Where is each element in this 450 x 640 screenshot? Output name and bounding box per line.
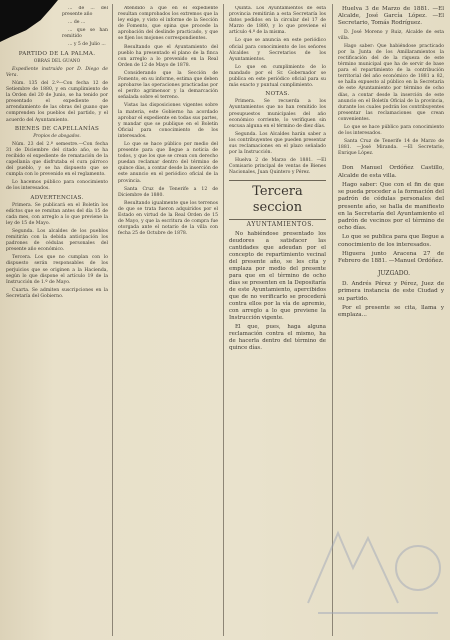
column-4 <box>338 6 444 634</box>
top-fragment: ... y 5 de Julio ... <box>68 42 106 48</box>
section-heading: AYUNTAMIENTOS. <box>246 221 315 229</box>
paragraph: El que, pues, haga alguna reclamación contra el mismo, ha de hacerla dentro del término de quince días. <box>229 323 326 351</box>
paragraph: D. José Moreno y Ruiz, Alcalde de esta villa. <box>338 29 444 41</box>
paragraph: Segunda. Los alcaldes de los pueblos remitirán con la debida anticipación los padrones de cédulas personales del presente año económico. <box>6 229 108 253</box>
paragraph: Primera. Se publicará en el Boletín los edictos que se remitan antes del día 15 de cada mes, con arreglo a lo que previene la ley de 15 de Mayo. <box>6 202 108 226</box>
paragraph: Expediente instruido por D. Diego de Vera. <box>6 66 108 78</box>
top-fragment: ... que se han remitido <box>62 28 108 40</box>
section-title: Tercera seccion <box>229 180 326 220</box>
paragraph: Segunda. Los Alcaldes harán saber a los contribuyentes que pueden presentar sus reclamaciones en el plazo señalado por la Instrucción. <box>229 131 326 156</box>
paragraph: Vistas las disposiciones vigentes sobre la materia, este Gobierno ha acordado aprobar el expediente en todas sus partes, y mandar que se publique en el Boletín Oficial para conocimiento de los interesados. <box>118 103 218 139</box>
paragraph: Considerando que la Sección de Fomento, en su informe, estima que deben aprobarse las operaciones practicadas por el perito agrimensor y la demarcación señalada sobre el terreno. <box>118 70 218 101</box>
column-rule <box>332 4 333 636</box>
column-1 <box>6 6 108 634</box>
paragraph: Lo que se hace público para conocimiento de los interesados. <box>338 125 444 137</box>
signature-line: Huelva 2 de Marzo de 1881. —El Comisario principal de ventas de Bienes Nacionales, Juan Quintero y Pérez. <box>229 158 326 176</box>
column-rule <box>112 4 113 636</box>
top-fragment: ... de ... del presente año <box>62 6 108 18</box>
section-heading: JUZGADO. <box>377 270 411 278</box>
section-subheading: OBRAS DEL GUANO <box>33 58 81 64</box>
signature-line: Huelva 3 de Marzo de 1881. —El Alcalde, José García López. —El Secretario, Tomás Rodríguez. <box>338 6 444 27</box>
paragraph: Tercera. Los que no cumplan con lo dispuesto serán responsables de los perjuicios que se originen a la Hacienda, según lo que dispone el artículo 19 de la Instrucción de 1.º de Mayo. <box>6 255 108 285</box>
paragraph: Lo que se publica para que llegue a conocimiento de los interesados. <box>338 234 444 248</box>
column-2 <box>118 6 218 634</box>
paragraph: Núm. 135 del 2.º—Con fecha 12 de Setiembre de 1880, y en cumplimiento de la Orden del 20 de Junio, se ha tenido por presentado el expediente de arrendamiento de las obras del guano que comprenden los pueblos del partido, y el acuerdo del Ayuntamiento. <box>6 80 108 123</box>
section-heading: BIENES DE CAPELLANÍAS <box>14 125 100 132</box>
paragraph: Lo que se hace público por medio del presente para que llegue a noticia de todos, y que los que se crean con derecho puedan reclamar dentro del término de quince días, a contar desde la inserción de este anuncio en el periódico oficial de la provincia. <box>118 141 218 184</box>
paragraph: Resultando igualmente que los terrenos de que se trata fueron adquiridos por el Estado en virtud de la Real Orden de 15 de Mayo, y que la escritura de compra fue otorgada ante el notario de la villa con fecha 25 de Octubre de 1878. <box>118 200 218 237</box>
paragraph: Núm. 23 del 2.º semestre.—Con fecha 31 de Diciembre del citado año, se ha recibido el expediente de rematación de la capellanía que disfrutaba el cura párroco del pueblo, y se ha dispuesto que se cumpla con lo prevenido en el reglamento. <box>6 141 108 178</box>
paragraph: Hago saber: Que habiéndose practicado por la Junta de los Amillaramientos la rectificación del de la riqueza de este término municipal que ha de servir de base para el repartimiento de la contribución territorial del año económico de 1881 a 82, se halla expuesto al público en la Secretaría de este Ayuntamiento por término de ocho días, a contar desde la inserción de este anuncio en el Boletín Oficial de la provincia, durante los cuales podrán los contribuyentes presentar las reclamaciones que crean convenientes. <box>338 43 444 122</box>
paragraph: Quinta. Los Ayuntamientos de esta provincia remitirán a esta Secretaría los datos pedidos en la circular del 17 de Marzo de 1880, y lo que previene el artículo 4.º de la misma. <box>229 6 326 36</box>
dateline: Santa Cruz de Tenerife a 12 de Diciembre de 1880. <box>118 186 218 198</box>
top-fragment: ... de ... <box>68 20 86 26</box>
paragraph: Hago saber: Que con el fin de que se pueda proceder a la formación del padrón de cédulas personales del presente año, se halla de manifiesto en la Secretaría del Ayuntamiento el padrón de vecinos por el término de ocho días. <box>338 181 444 232</box>
paragraph: Lo que se anuncia en este periódico oficial para conocimiento de los señores Alcaldes y Secretarios de los Ayuntamientos. <box>229 38 326 62</box>
signature-line: Higuera junto Aracena 27 de Febrero de 1881. —Manuel Ordóñez. <box>338 250 444 264</box>
section-heading: ADVERTENCIAS. <box>30 194 84 201</box>
paragraph: Atendido a que en el expediente resultan comprobados los extremos que la ley exige, y visto el informe de la Sección de Fomento, que opina que procede la aprobación del deslinde practicado, y que se fijen los mojones correspondientes. <box>118 6 218 42</box>
column-3 <box>229 6 326 634</box>
paragraph: Lo hacemos público para conocimiento de los interesados. <box>6 180 108 192</box>
signature-line: Santa Cruz de Tenerife 14 de Marzo de 1881. —José Miranda. —El Secretario, Enrique López. <box>338 139 444 157</box>
paragraph: Primera. Se recuerda a los Ayuntamientos que no han remitido los presupuestos municipales del año económico corriente, lo verifiquen sin excusa alguna en el término de diez días. <box>229 99 326 129</box>
section-heading: PARTIDO DE LA PALMA. <box>18 50 96 57</box>
paragraph: Cuarta. Se admiten suscripciones en la Secretaría del Gobierno. <box>6 287 108 299</box>
paragraph: Por el presente se cita, llama y emplaza... <box>338 304 444 319</box>
section-heading: NOTAS. <box>265 91 290 98</box>
announcement-heading: Don Manuel Ordóñez Castillo, Alcalde de esta villa. <box>338 165 444 179</box>
paragraph: Lo que en cumplimiento de lo mandado por el Sr. Gobernador se publica en este periódico oficial para su más exacto y puntual cumplimiento. <box>229 64 326 89</box>
paragraph: No habiéndose presentado los deudores a satisfacer las cantidades que adeudan por el concepto de repartimiento vecinal del presente año, se les cita y emplaza por medio del presente para que en el término de ocho días se presenten en la Depositaría de este Ayuntamiento, apercibidos que de no verificarlo se procederá contra ellos por la vía de apremio, con arreglo a lo que previene la Instrucción vigente. <box>229 230 326 321</box>
paragraph: Resultando que el Ayuntamiento del pueblo ha presentado el plano de la finca con arreglo a lo prevenido en la Real Orden de 12 de Mayo de 1878. <box>118 44 218 68</box>
paragraph: D. Andrés Pérez y Pérez, Juez de primera instancia de este Ciudad y su partido. <box>338 281 444 302</box>
column-rule <box>223 4 224 636</box>
section-subheading: Propios de abogados. <box>33 133 81 139</box>
